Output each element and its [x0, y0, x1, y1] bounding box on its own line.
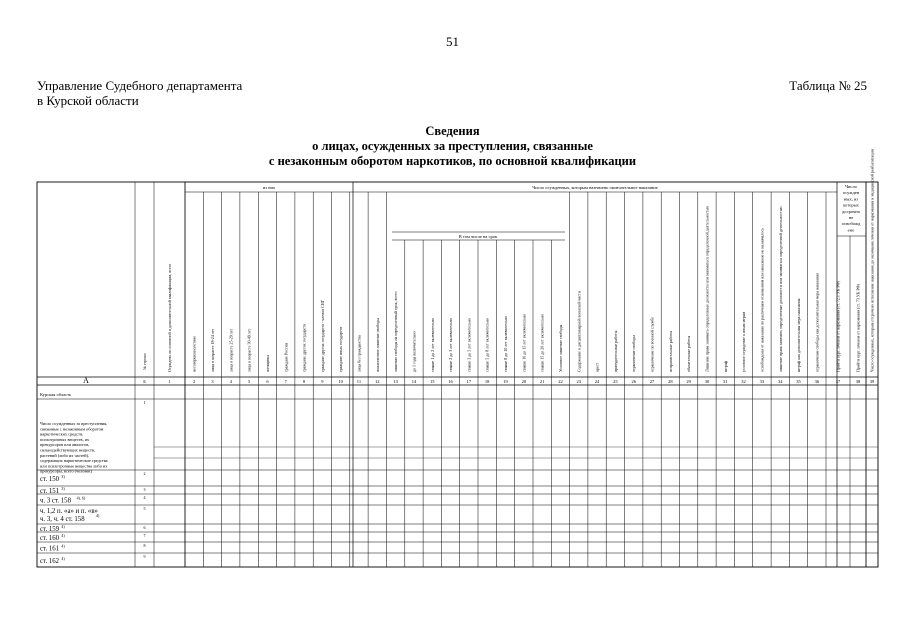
row-label: растений (либо их частей),: [40, 452, 90, 458]
row-number: 3: [143, 487, 146, 492]
column-header-label: пожизненное лишение свободы: [374, 318, 380, 372]
column-header-label: ограничение свободы: [631, 335, 637, 372]
column-number: 3: [211, 379, 214, 384]
group-header-persons: освобожд: [841, 221, 861, 227]
column-number: 24: [594, 379, 600, 384]
column-number: 8: [302, 379, 306, 384]
column-header-label: свыше 2 до 3 лет включительно: [448, 317, 454, 372]
column-header-label: Прийти курс лечения от наркомании (ст. 73 УК РФ): [855, 284, 861, 372]
column-number: 33: [759, 379, 765, 384]
column-number: 11: [356, 379, 362, 384]
column-number: 16: [448, 379, 453, 384]
column-number: 21: [539, 379, 545, 384]
row-label-sup: 4), 6): [76, 495, 86, 501]
row-label: ст. 161: [40, 545, 60, 553]
group-header-persons: ных, из: [843, 196, 859, 202]
column-number: 25: [613, 379, 618, 384]
column-number: 14: [411, 379, 417, 384]
group-header-persons: Число: [845, 184, 857, 189]
row-label: ст. 150: [40, 476, 60, 483]
column-number: 28: [668, 379, 673, 384]
row-label: содержащих наркотические средства: [40, 458, 108, 464]
column-number: 39: [869, 379, 875, 384]
column-header-label: свыше 15 до 20 лет включительно: [539, 313, 545, 372]
row-label: ч. 3, ч. 4 ст. 158: [40, 516, 85, 523]
column-header-label: штраф как дополнительная мера наказания: [796, 298, 802, 372]
column-header-label: лишение свободы на определенный срок, всего: [393, 291, 399, 372]
column-header-label: штраф: [722, 360, 728, 372]
column-header-label: свыше 10 до 15 лет включительно: [521, 313, 527, 372]
column-header-label: женщины: [264, 355, 270, 372]
column-header-label: свыше 8 до 10 лет включительно: [503, 315, 508, 372]
column-number: 32: [741, 379, 746, 384]
group-header-persons: которых: [843, 202, 859, 208]
row-label: ч. 3 ст. 158: [40, 497, 71, 505]
column-header-label: условное осуждение к иным мерам: [741, 311, 747, 372]
group-header-measures: Число осужденных, которым назначено окончательное наказание: [532, 185, 658, 190]
row-label-sup: 4): [61, 543, 65, 549]
column-number: 1: [168, 379, 171, 384]
column-header-label: Осуждено по основной и дополнительной квалификации, всего: [167, 263, 172, 372]
column-number: 20: [521, 379, 527, 384]
column-header-label: до 1 года включительно: [411, 331, 417, 372]
column-header-label: № строки: [142, 353, 147, 370]
column-number: 13: [393, 379, 398, 384]
row-number: 9: [143, 554, 146, 559]
row-label-sup: 3): [61, 486, 65, 491]
row-label: связанные с незаконным оборотом: [40, 426, 104, 432]
column-header-label: лица в возрасте 30-49 лет: [246, 328, 252, 372]
column-number: 7: [284, 379, 287, 384]
column-number: 15: [430, 379, 435, 384]
row-label: ст. 151: [40, 488, 60, 495]
column-header-label: лишение права занимать определенные должности или заниматься определенной деятельностью: [777, 206, 783, 372]
column-header-label: освобождены от наказания по различным основаниям или наказание не назначалось: [759, 227, 765, 372]
org-line-1: Управление Судебного департамента: [37, 78, 243, 93]
title-line-2: о лицах, осужденных за преступления, связанные: [312, 139, 593, 153]
column-header-label: лица в возрасте 25-29 лет: [228, 328, 234, 372]
column-number: 9: [321, 379, 324, 384]
column-header-label: исправительные работы: [667, 330, 673, 372]
column-number: 38: [855, 379, 861, 384]
column-number: 31: [723, 379, 728, 384]
column-header-label: граждане иных государств: [338, 326, 344, 372]
page-number: 51: [446, 34, 459, 49]
column-header-label: Число осужденных, которым отсрочено исполнение наказания до окончания лечения от наркомании и медицинской реабилитации: [869, 149, 875, 372]
column-header-label: граждане России: [283, 343, 289, 372]
row-label: или психотропные вещества либо их: [40, 463, 108, 469]
row-number: 1: [143, 400, 146, 405]
org-line-2: в Курской области: [37, 93, 139, 108]
column-header-label: Прийти курс лечения от наркомании (ст. 72.1 УК РФ): [835, 281, 841, 372]
table-number: Таблица № 25: [789, 78, 867, 93]
column-header-label: принудительные работы: [612, 330, 618, 372]
column-number: 36: [814, 379, 820, 384]
column-header-label: лица без гражданства: [356, 335, 362, 372]
header-row-label: А: [83, 376, 89, 385]
column-header-label: граждане других государств - членов СНГ: [319, 299, 325, 372]
column-number: Б: [143, 379, 146, 384]
column-number: 12: [375, 379, 380, 384]
row-label: прекурсоров или аналогов,: [40, 442, 90, 448]
row-label-sup: 3): [61, 474, 65, 479]
row-label-sup: 4): [96, 513, 100, 518]
group-header-persons: не: [848, 215, 854, 220]
column-number: 22: [558, 379, 563, 384]
row-label-sup: 4): [61, 556, 65, 561]
column-number: 2: [193, 379, 196, 384]
row-label: наркотических средств,: [40, 431, 84, 437]
row-label: ч. 1,2 п. «а» и п. «в»: [40, 508, 98, 515]
row-number: 8: [143, 543, 146, 548]
column-number: 30: [704, 379, 710, 384]
column-header-label: Лишение права занимать определенные должности или заниматься определенной деятельностью: [704, 205, 710, 372]
column-number: 34: [778, 379, 783, 384]
row-label: прекурсоры, всего (человек): [40, 468, 92, 474]
column-header-label: несовершеннолетние: [191, 335, 197, 372]
row-label-sup: 4): [61, 524, 65, 529]
row-label: сильнодействующих веществ,: [40, 447, 96, 453]
column-header-label: свыше 3 до 5 лет включительно: [466, 317, 472, 372]
row-number: 6: [143, 525, 146, 530]
column-number: 35: [796, 379, 801, 384]
row-number: 2: [143, 471, 146, 476]
group-header-persons: досрочно: [842, 208, 860, 214]
row-number: 5: [143, 506, 146, 511]
group-header-persons: ено: [847, 227, 855, 233]
title-line-3: с незаконным оборотом наркотиков, по основной квалификации: [268, 154, 637, 168]
column-number: 26: [631, 379, 636, 384]
column-number: 37: [835, 379, 841, 384]
column-header-label: обязательные работы: [686, 335, 692, 372]
column-number: 18: [484, 379, 490, 384]
column-header-label: ограничение свободы как дополнительная мера наказания: [814, 272, 820, 372]
column-number: 6: [266, 379, 269, 384]
column-header-label: арест: [594, 362, 600, 372]
column-number: 5: [247, 379, 251, 384]
column-number: 17: [466, 379, 472, 384]
row-label: Курская область: [40, 392, 72, 397]
column-header-label: ограничение по военной службе: [649, 317, 655, 372]
title-line-1: Сведения: [425, 124, 480, 138]
column-number: 29: [686, 379, 691, 384]
row-label: ст. 160: [40, 535, 60, 542]
group-header-term: В том числе на срок: [458, 234, 498, 239]
row-number: 7: [143, 533, 146, 538]
row-number: 4: [143, 495, 146, 500]
row-label: психотропных веществ, их: [40, 436, 90, 442]
column-header-label: свыше 5 до 8 лет включительно: [484, 317, 490, 372]
column-number: 4: [229, 379, 232, 384]
column-number: 27: [649, 379, 655, 384]
row-label: Число осужденных за преступления,: [40, 421, 108, 426]
column-header-label: лица в возрасте 18-24 лет: [209, 328, 215, 372]
column-header-label: свыше 1 до 2 лет включительно: [429, 317, 435, 372]
group-header-persons: осужден: [842, 190, 860, 196]
column-number: 19: [503, 379, 508, 384]
column-header-label: Содержание в дисциплинарной воинской части: [576, 291, 582, 372]
column-number: 10: [338, 379, 343, 384]
column-header-label: Условное лишение свободы: [557, 324, 563, 372]
group-header-age: из них: [262, 185, 276, 190]
column-header-label: граждане других государств: [301, 323, 307, 372]
column-number: 23: [576, 379, 581, 384]
row-label: ст. 162: [40, 558, 60, 565]
row-label-sup: 4): [61, 533, 65, 538]
row-label: ст. 159: [40, 526, 60, 533]
